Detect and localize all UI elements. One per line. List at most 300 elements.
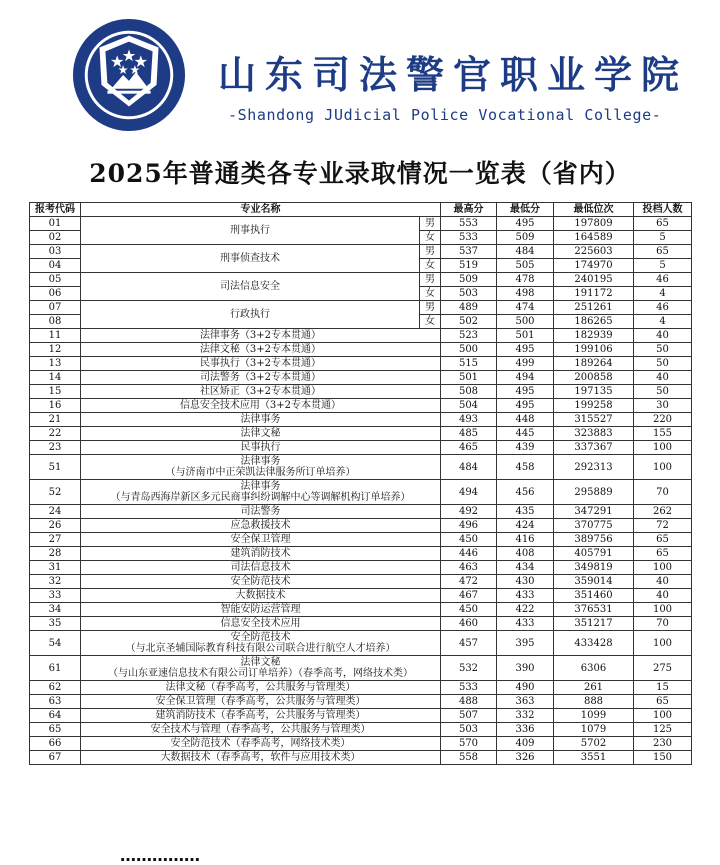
cell-min: 424: [497, 519, 554, 533]
major-name: 社区矫正（3+2专本贯通）: [199, 386, 322, 397]
cell-min: 433: [497, 617, 554, 631]
cell-max: 553: [441, 217, 497, 231]
cell-count: 70: [634, 617, 692, 631]
col-header-code: 报考代码: [30, 203, 81, 217]
cell-code: 28: [30, 547, 81, 561]
cell-min: 456: [497, 480, 554, 505]
cell-count: 100: [634, 441, 692, 455]
cell-code: 54: [30, 631, 81, 656]
cell-max: 465: [441, 441, 497, 455]
cell-code: 01: [30, 217, 81, 231]
major-note: （与山东亚速信息技术有限公司订单培养）（春季高考，网络技术类）: [108, 668, 413, 679]
major-name: 法律事务: [240, 456, 281, 467]
cell-max: 492: [441, 505, 497, 519]
cell-major: 刑事侦查技术: [81, 245, 420, 273]
major-name: 建筑消防技术: [230, 548, 291, 559]
major-name: 安全技术与管理（春季高考，公共服务与管理类）: [150, 724, 371, 735]
cell-rank: 261: [554, 681, 634, 695]
table-row: [30, 631, 692, 656]
cell-code: 03: [30, 245, 81, 259]
major-name: 安全保卫管理: [230, 534, 291, 545]
admission-table: [29, 202, 692, 765]
table-row: [30, 603, 692, 617]
college-name-cn: 山东司法警官职业学院: [218, 53, 689, 97]
table-row: [30, 547, 692, 561]
cell-min: 495: [497, 385, 554, 399]
cell-min: 433: [497, 589, 554, 603]
cell-max: 450: [441, 533, 497, 547]
cell-min: 435: [497, 505, 554, 519]
cell-major: [81, 385, 441, 399]
cell-max: 493: [441, 413, 497, 427]
cell-max: 537: [441, 245, 497, 259]
cell-major: [81, 427, 441, 441]
cell-rank: 5702: [554, 737, 634, 751]
cell-code: 67: [30, 751, 81, 765]
cell-rank: 1079: [554, 723, 634, 737]
cell-min: 501: [497, 329, 554, 343]
cell-gender: 女: [420, 287, 441, 301]
cell-max: 503: [441, 723, 497, 737]
cell-count: 65: [634, 695, 692, 709]
cell-code: 27: [30, 533, 81, 547]
cell-rank: 315527: [554, 413, 634, 427]
table-row: [30, 656, 692, 681]
college-name-en: -Shandong JUdicial Police Vocational College-: [228, 106, 662, 124]
major-name: 应急救援技术: [230, 520, 291, 531]
cell-min: 439: [497, 441, 554, 455]
cell-code: 26: [30, 519, 81, 533]
cell-code: 34: [30, 603, 81, 617]
cell-max: 467: [441, 589, 497, 603]
cell-code: 32: [30, 575, 81, 589]
cell-min: 495: [497, 343, 554, 357]
cell-count: 4: [634, 287, 692, 301]
cell-major: [81, 695, 441, 709]
cell-major: [81, 329, 441, 343]
cell-rank: 199258: [554, 399, 634, 413]
table-row: [30, 385, 692, 399]
cell-rank: 351217: [554, 617, 634, 631]
table-row: [30, 709, 692, 723]
cell-max: 457: [441, 631, 497, 656]
major-name: 信息安全技术应用（3+2专本贯通）: [179, 400, 342, 411]
cell-major: [81, 505, 441, 519]
cell-major: [81, 737, 441, 751]
cell-max: 460: [441, 617, 497, 631]
major-name: 法律事务: [240, 481, 281, 492]
cell-min: 408: [497, 547, 554, 561]
cell-count: 100: [634, 709, 692, 723]
cell-min: 363: [497, 695, 554, 709]
major-note: （与青岛西海岸新区多元民商事纠纷调解中心等调解机构订单培养）: [110, 492, 411, 503]
cell-max: 501: [441, 371, 497, 385]
cell-rank: 240195: [554, 273, 634, 287]
cell-min: 498: [497, 287, 554, 301]
cell-code: 04: [30, 259, 81, 273]
cell-code: 13: [30, 357, 81, 371]
cell-code: 52: [30, 480, 81, 505]
table-row: [30, 357, 692, 371]
table-row: [30, 273, 692, 287]
cell-min: 499: [497, 357, 554, 371]
cell-major: [81, 533, 441, 547]
cell-max: 502: [441, 315, 497, 329]
cell-rank: 370775: [554, 519, 634, 533]
major-name: 建筑消防技术（春季高考，公共服务与管理类）: [155, 710, 366, 721]
table-row: [30, 427, 692, 441]
cell-count: 65: [634, 217, 692, 231]
table-row: [30, 329, 692, 343]
major-note: （与济南市中正荣凯法律服务所订单培养）: [165, 467, 356, 478]
table-row: [30, 519, 692, 533]
major-name: 智能安防运营管理: [220, 604, 301, 615]
col-header-rank: 最低位次: [554, 203, 634, 217]
cell-rank: 389756: [554, 533, 634, 547]
major-name: 法律事务（3+2专本贯通）: [199, 330, 322, 341]
major-name: 司法信息技术: [230, 562, 291, 573]
cell-gender: 男: [420, 273, 441, 287]
cell-code: 66: [30, 737, 81, 751]
major-name: 民事执行（3+2专本贯通）: [199, 358, 322, 369]
cell-count: 40: [634, 575, 692, 589]
cell-min: 326: [497, 751, 554, 765]
cell-code: 12: [30, 343, 81, 357]
major-name: 司法警务（3+2专本贯通）: [199, 372, 322, 383]
cell-major: [81, 480, 441, 505]
cell-max: 533: [441, 681, 497, 695]
cell-major: [81, 631, 441, 656]
cell-max: 463: [441, 561, 497, 575]
document-title: 2025年普通类各专业录取情况一览表（省内）: [89, 159, 631, 188]
cell-rank: 376531: [554, 603, 634, 617]
cell-count: 65: [634, 533, 692, 547]
cell-max: 570: [441, 737, 497, 751]
college-emblem-icon: [70, 16, 188, 134]
cell-min: 395: [497, 631, 554, 656]
cell-major: [81, 561, 441, 575]
cell-major: [81, 371, 441, 385]
major-name: 大数据技术: [235, 590, 286, 601]
cell-min: 505: [497, 259, 554, 273]
cell-min: 416: [497, 533, 554, 547]
major-name: 大数据技术（春季高考，软件与应用技术类）: [160, 752, 361, 763]
table-row: [30, 561, 692, 575]
cell-major: [81, 455, 441, 480]
cell-gender: 女: [420, 231, 441, 245]
cell-count: 65: [634, 245, 692, 259]
cell-count: 230: [634, 737, 692, 751]
cell-code: 02: [30, 231, 81, 245]
cell-major: 司法信息安全: [81, 273, 420, 301]
cell-code: 16: [30, 399, 81, 413]
cell-rank: 351460: [554, 589, 634, 603]
major-name: 法律文秘（春季高考，公共服务与管理类）: [165, 682, 356, 693]
cell-code: 35: [30, 617, 81, 631]
table-header-row: [30, 203, 692, 217]
cell-major: [81, 399, 441, 413]
table-row: [30, 301, 692, 315]
table-body: [30, 217, 692, 765]
cell-code: 33: [30, 589, 81, 603]
table-row: [30, 505, 692, 519]
cell-min: 500: [497, 315, 554, 329]
table-row: [30, 399, 692, 413]
cell-max: 496: [441, 519, 497, 533]
cell-min: 495: [497, 217, 554, 231]
cell-rank: 200858: [554, 371, 634, 385]
cell-max: 489: [441, 301, 497, 315]
footer-fragment: ……………: [120, 846, 200, 865]
cell-major: 刑事执行: [81, 217, 420, 245]
cell-max: 504: [441, 399, 497, 413]
cell-min: 490: [497, 681, 554, 695]
cell-gender: 男: [420, 301, 441, 315]
cell-max: 472: [441, 575, 497, 589]
cell-code: 06: [30, 287, 81, 301]
cell-major: [81, 343, 441, 357]
col-header-count: 投档人数: [634, 203, 692, 217]
major-name: 安全防范技术: [230, 632, 291, 643]
cell-major: [81, 575, 441, 589]
major-name: 法律文秘: [240, 428, 281, 439]
cell-max: 533: [441, 231, 497, 245]
table-row: [30, 737, 692, 751]
cell-rank: 164589: [554, 231, 634, 245]
cell-count: 5: [634, 231, 692, 245]
cell-max: 494: [441, 480, 497, 505]
cell-rank: 1099: [554, 709, 634, 723]
col-header-max: 最高分: [441, 203, 497, 217]
major-name: 司法警务: [240, 506, 281, 517]
cell-max: 558: [441, 751, 497, 765]
cell-max: 523: [441, 329, 497, 343]
cell-max: 503: [441, 287, 497, 301]
cell-min: 434: [497, 561, 554, 575]
cell-rank: 225603: [554, 245, 634, 259]
cell-count: 5: [634, 259, 692, 273]
cell-count: 50: [634, 343, 692, 357]
cell-code: 22: [30, 427, 81, 441]
cell-count: 275: [634, 656, 692, 681]
cell-min: 495: [497, 399, 554, 413]
cell-min: 332: [497, 709, 554, 723]
cell-count: 40: [634, 371, 692, 385]
cell-rank: 337367: [554, 441, 634, 455]
table-row: [30, 455, 692, 480]
cell-max: 515: [441, 357, 497, 371]
cell-code: 63: [30, 695, 81, 709]
cell-min: 474: [497, 301, 554, 315]
cell-rank: 199106: [554, 343, 634, 357]
cell-count: 4: [634, 315, 692, 329]
table-row: [30, 441, 692, 455]
table-row: [30, 695, 692, 709]
cell-min: 430: [497, 575, 554, 589]
cell-rank: 197809: [554, 217, 634, 231]
header: [0, 0, 720, 150]
admission-table-wrapper: [29, 202, 691, 765]
cell-count: 100: [634, 631, 692, 656]
cell-min: 458: [497, 455, 554, 480]
major-name: 法律事务: [240, 414, 281, 425]
cell-code: 23: [30, 441, 81, 455]
cell-major: [81, 681, 441, 695]
cell-rank: 433428: [554, 631, 634, 656]
cell-min: 509: [497, 231, 554, 245]
cell-rank: 349819: [554, 561, 634, 575]
table-row: [30, 217, 692, 231]
cell-rank: 323883: [554, 427, 634, 441]
cell-major: [81, 519, 441, 533]
major-name: 安全防范技术: [230, 576, 291, 587]
cell-count: 40: [634, 329, 692, 343]
cell-code: 07: [30, 301, 81, 315]
cell-rank: 186265: [554, 315, 634, 329]
table-row: [30, 575, 692, 589]
cell-count: 125: [634, 723, 692, 737]
cell-min: 478: [497, 273, 554, 287]
col-header-min: 最低分: [497, 203, 554, 217]
cell-max: 508: [441, 385, 497, 399]
cell-min: 484: [497, 245, 554, 259]
cell-max: 485: [441, 427, 497, 441]
cell-count: 100: [634, 561, 692, 575]
table-row: [30, 371, 692, 385]
cell-min: 336: [497, 723, 554, 737]
cell-min: 445: [497, 427, 554, 441]
cell-code: 15: [30, 385, 81, 399]
cell-major: [81, 723, 441, 737]
table-row: [30, 245, 692, 259]
cell-count: 65: [634, 547, 692, 561]
cell-code: 64: [30, 709, 81, 723]
cell-min: 494: [497, 371, 554, 385]
cell-code: 21: [30, 413, 81, 427]
cell-gender: 男: [420, 245, 441, 259]
cell-code: 31: [30, 561, 81, 575]
cell-rank: 174970: [554, 259, 634, 273]
cell-max: 450: [441, 603, 497, 617]
cell-count: 70: [634, 480, 692, 505]
table-row: [30, 343, 692, 357]
cell-major: [81, 709, 441, 723]
cell-min: 448: [497, 413, 554, 427]
major-note: （与北京圣辅国际教育科技有限公司联合进行航空人才培养）: [125, 643, 396, 654]
major-name: 安全保卫管理（春季高考，公共服务与管理类）: [155, 696, 366, 707]
table-row: [30, 413, 692, 427]
cell-major: [81, 357, 441, 371]
cell-min: 390: [497, 656, 554, 681]
cell-min: 409: [497, 737, 554, 751]
table-row: [30, 589, 692, 603]
cell-count: 72: [634, 519, 692, 533]
major-name: 法律文秘: [240, 657, 281, 668]
cell-rank: 197135: [554, 385, 634, 399]
table-row: [30, 617, 692, 631]
cell-count: 46: [634, 301, 692, 315]
table-row: [30, 751, 692, 765]
cell-major: [81, 751, 441, 765]
cell-major: [81, 413, 441, 427]
table-row: [30, 533, 692, 547]
major-name: 信息安全技术应用: [220, 618, 301, 629]
cell-major: [81, 617, 441, 631]
cell-code: 05: [30, 273, 81, 287]
cell-max: 446: [441, 547, 497, 561]
cell-major: [81, 441, 441, 455]
cell-count: 30: [634, 399, 692, 413]
major-name: 安全防范技术（春季高考，网络技术类）: [170, 738, 351, 749]
cell-min: 422: [497, 603, 554, 617]
cell-max: 488: [441, 695, 497, 709]
cell-code: 08: [30, 315, 81, 329]
major-name: 法律文秘（3+2专本贯通）: [199, 344, 322, 355]
cell-code: 62: [30, 681, 81, 695]
table-row: [30, 480, 692, 505]
cell-max: 500: [441, 343, 497, 357]
cell-rank: 191172: [554, 287, 634, 301]
cell-max: 519: [441, 259, 497, 273]
cell-gender: 女: [420, 259, 441, 273]
cell-major: [81, 589, 441, 603]
cell-rank: 6306: [554, 656, 634, 681]
cell-rank: 251261: [554, 301, 634, 315]
cell-code: 11: [30, 329, 81, 343]
cell-code: 65: [30, 723, 81, 737]
major-name: 民事执行: [240, 442, 281, 453]
cell-max: 507: [441, 709, 497, 723]
cell-max: 532: [441, 656, 497, 681]
cell-major: 行政执行: [81, 301, 420, 329]
cell-rank: 292313: [554, 455, 634, 480]
cell-count: 220: [634, 413, 692, 427]
cell-count: 50: [634, 385, 692, 399]
cell-count: 100: [634, 455, 692, 480]
cell-count: 100: [634, 603, 692, 617]
cell-code: 14: [30, 371, 81, 385]
cell-rank: 182939: [554, 329, 634, 343]
cell-rank: 295889: [554, 480, 634, 505]
cell-rank: 189264: [554, 357, 634, 371]
cell-major: [81, 603, 441, 617]
cell-count: 40: [634, 589, 692, 603]
cell-rank: 347291: [554, 505, 634, 519]
cell-count: 46: [634, 273, 692, 287]
cell-max: 484: [441, 455, 497, 480]
cell-count: 50: [634, 357, 692, 371]
cell-major: [81, 656, 441, 681]
cell-rank: 3551: [554, 751, 634, 765]
cell-max: 509: [441, 273, 497, 287]
cell-count: 150: [634, 751, 692, 765]
cell-count: 15: [634, 681, 692, 695]
cell-rank: 359014: [554, 575, 634, 589]
cell-count: 155: [634, 427, 692, 441]
cell-rank: 405791: [554, 547, 634, 561]
cell-code: 24: [30, 505, 81, 519]
cell-major: [81, 547, 441, 561]
cell-code: 51: [30, 455, 81, 480]
table-row: [30, 723, 692, 737]
cell-gender: 男: [420, 217, 441, 231]
cell-gender: 女: [420, 315, 441, 329]
table-row: [30, 681, 692, 695]
col-header-major: 专业名称: [81, 203, 441, 217]
cell-code: 61: [30, 656, 81, 681]
cell-count: 262: [634, 505, 692, 519]
cell-rank: 888: [554, 695, 634, 709]
